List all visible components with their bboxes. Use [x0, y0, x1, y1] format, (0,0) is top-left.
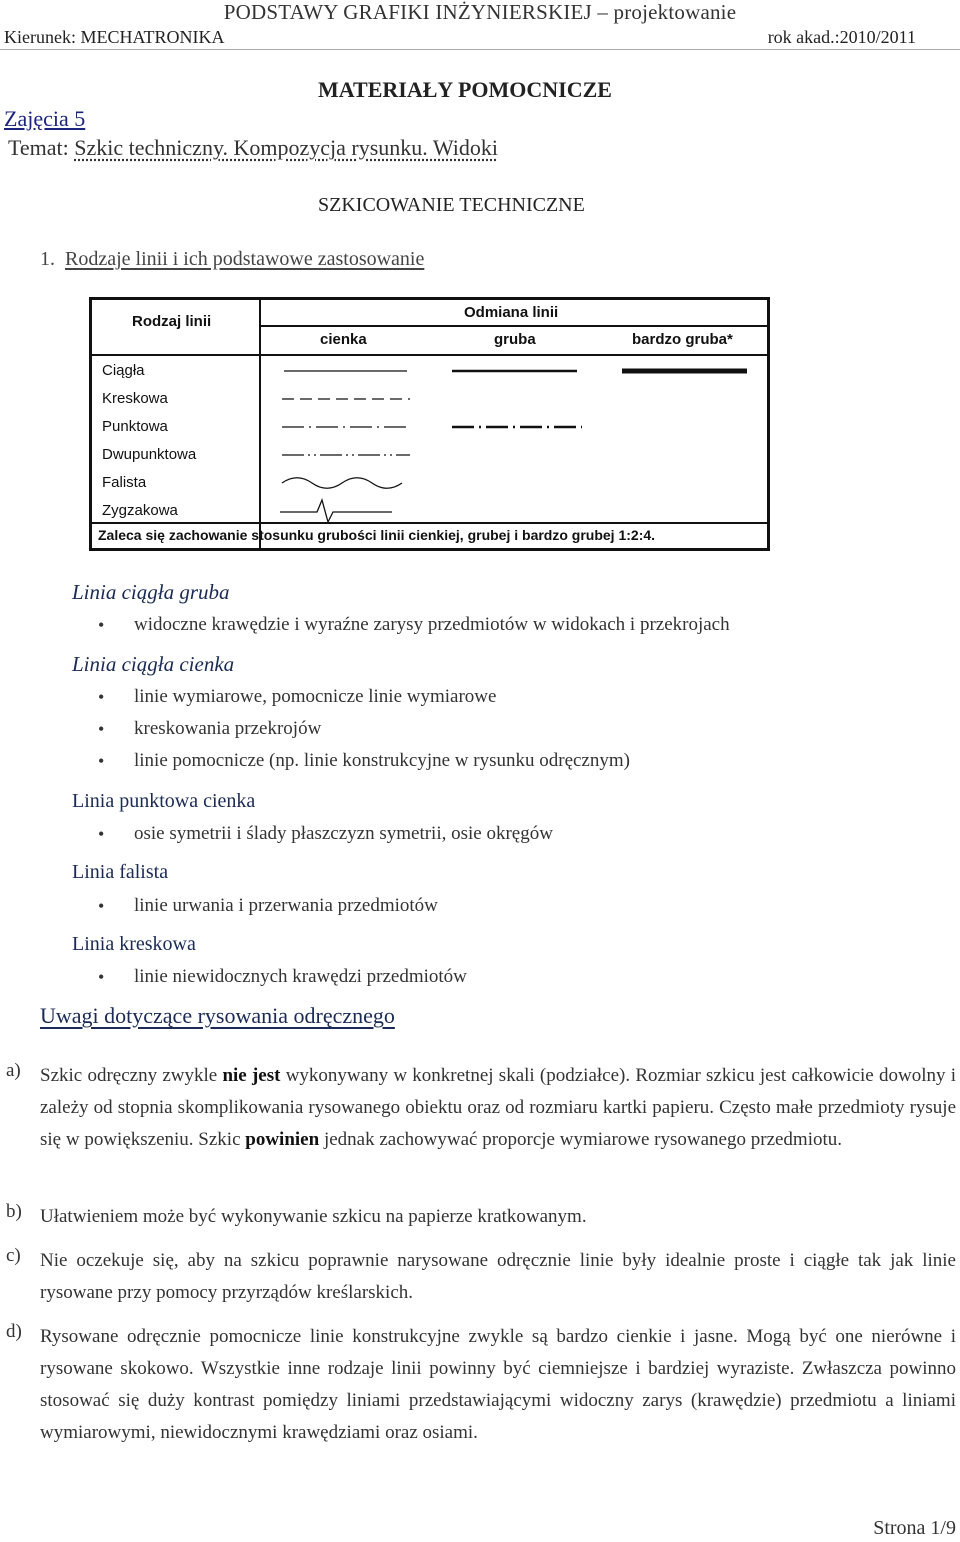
use-heading: Linia kreskowa: [72, 933, 196, 955]
line-falista-cienka: [282, 478, 402, 489]
uwagi-title: Uwagi dotyczące rysowania odręcznego: [40, 1003, 395, 1028]
line-zygzakowa-cienka: [280, 500, 392, 522]
header-rok: rok akad.:2010/2011: [767, 27, 916, 47]
doc-materialy: MATERIAŁY POMOCNICZE: [318, 77, 612, 102]
note-label: c): [6, 1245, 21, 1266]
table-row-label: Zygzakowa: [102, 502, 178, 519]
use-item: • linie niewidocznych krawędzi przedmiotów: [134, 966, 467, 988]
use-item: • kreskowania przekrojów: [134, 718, 321, 740]
table-row-label: Dwupunktowa: [102, 446, 197, 463]
note-d: Rysowane odręcznie pomocnicze linie konstrukcyjne zwykle są bardzo cienkie i jasne. Mogą być one nierówne i rysowane skokowo. Wszystkie inne rodzaje linii powinny być ciemniejsze i bardziej wyraziste. Zwłaszcza powinno stosować się duży kontrast pomiędzy liniami przedstawiającymi widoczny zarys (krawędzie) przedmiotu a liniami wymiarowymi, niewidocznymi krawędziami oraz osiami.: [40, 1326, 956, 1443]
use-heading: Linia punktowa cienka: [72, 790, 256, 812]
table-row-label: Falista: [102, 474, 147, 491]
table-row-label: Ciągła: [102, 362, 145, 379]
use-heading: Linia falista: [72, 861, 169, 883]
note-a-text: Szkic odręczny zwykle: [40, 1065, 223, 1086]
point-num: 1.: [40, 248, 55, 270]
use-item: • linie urwania i przerwania przedmiotów: [134, 895, 438, 917]
use-item: • linie pomocnicze (np. linie konstrukcyjne w rysunku odręcznym): [134, 750, 630, 772]
table-sub-gruba: gruba: [494, 331, 536, 348]
note-label: d): [6, 1321, 22, 1342]
section-title: SZKICOWANIE TECHNICZNE: [318, 194, 585, 216]
note-a-bold: nie jest: [222, 1065, 281, 1086]
use-item: • linie wymiarowe, pomocnicze linie wymiarowe: [134, 686, 496, 708]
use-heading: Linia ciągła gruba: [72, 580, 230, 604]
note-a-text: wykonywany w konkretnej skali (podziałce). Rozmiar szkicu jest całkowicie dowolny i zależy od stopnia skomplikowania rysowanego obiektu oraz od rozmiaru kartki papieru. Często małe przedmioty rysuje się w powiększeniu. Szkic: [40, 1065, 957, 1150]
table-sub-cienka: cienka: [320, 331, 367, 348]
doc-temat: [8, 135, 498, 161]
use-item: • widoczne krawędzie i wyraźne zarysy przedmiotów w widokach i przekrojach: [134, 614, 730, 636]
table-footnote: Zaleca się zachowanie stosunku grubości linii cienkiej, grubej i bardzo grubej 1:2:4.: [98, 527, 656, 543]
doc-zajecia: Zajęcia 5: [4, 106, 86, 131]
note-a-text: jednak zachowywać proporcje wymiarowe rysowanego przedmiotu.: [319, 1129, 843, 1150]
table-col-rodzaj: Rodzaj linii: [132, 313, 212, 330]
note-label: a): [6, 1060, 21, 1081]
table-row-label: Kreskowa: [102, 390, 168, 407]
header-title: PODSTAWY GRAFIKI INŻYNIERSKIEJ – projektowanie: [223, 0, 737, 24]
temat-label: Temat:: [8, 135, 75, 160]
note-b: Ułatwieniem może być wykonywanie szkicu na papierze kratkowanym.: [40, 1206, 587, 1227]
note-label: b): [6, 1201, 22, 1222]
line-types-table: [89, 297, 770, 551]
note-c: Nie oczekuje się, aby na szkicu poprawnie narysowane odręcznie linie były idealnie proste i ciągłe tak jak linie rysowane przy pomocy przyrządów kreślarskich.: [40, 1250, 956, 1303]
page-number: Strona 1/9: [873, 1517, 956, 1539]
point-1: [40, 248, 424, 271]
header-kierunek: Kierunek: MECHATRONIKA: [4, 27, 225, 47]
table-col-odmiana: Odmiana linii: [464, 304, 559, 321]
note-a: [40, 1060, 956, 1156]
use-item: • osie symetrii i ślady płaszczyzn symetrii, osie okręgów: [134, 823, 553, 845]
point-title: Rodzaje linii i ich podstawowe zastosowanie: [65, 248, 425, 270]
table-row-label: Punktowa: [102, 418, 168, 435]
use-heading: Linia ciągła cienka: [72, 652, 235, 676]
note-a-bold: powinien: [245, 1129, 320, 1150]
table-sub-bardzo: bardzo gruba*: [632, 331, 733, 348]
temat-value: Szkic techniczny. Kompozycja rysunku. Widoki: [74, 135, 499, 160]
